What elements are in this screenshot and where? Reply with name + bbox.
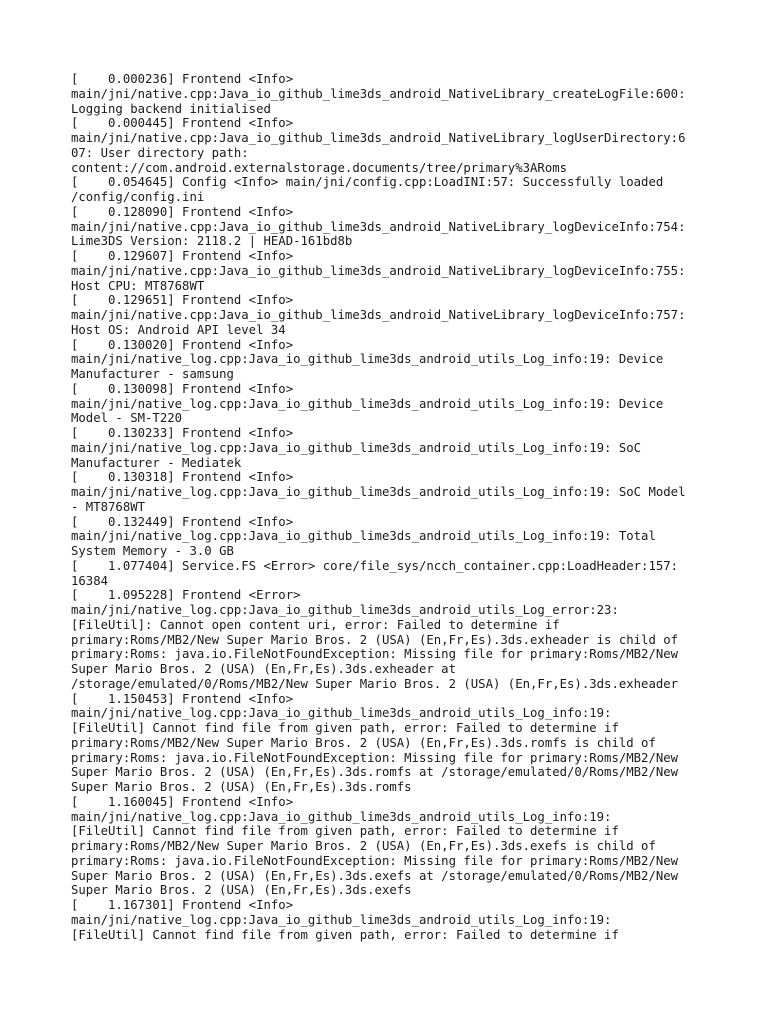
log-line: primary:Roms: java.io.FileNotFoundException: Missing file for primary:Roms/MB2/New xyxy=(71,750,679,765)
log-line: /config/config.ini xyxy=(71,190,205,204)
log-line: Manufacturer - samsung xyxy=(71,367,234,381)
log-line: Model - SM-T220 xyxy=(71,411,183,426)
log-line: System Memory - 3.0 GB xyxy=(71,544,234,558)
log-line: content://com.android.externalstorage.documents/tree/primary%3ARoms xyxy=(71,160,568,175)
log-line: [ 0.054645] Config <Info> main/jni/config.cpp:LoadINI:57: Successfully loaded xyxy=(71,175,664,190)
log-line: main/jni/native.cpp:Java_io_github_lime3ds_android_NativeLibrary_logDeviceInfo:755: xyxy=(71,263,686,278)
log-line: [FileUtil] Cannot find file from given path, error: Failed to determine if xyxy=(71,927,619,942)
log-document xyxy=(71,72,711,942)
log-line: main/jni/native_log.cpp:Java_io_github_lime3ds_android_utils_Log_info:19: xyxy=(71,706,612,721)
log-line: [ 0.130318] Frontend <Info> xyxy=(71,470,294,485)
log-line: [ 1.160045] Frontend <Info> xyxy=(71,794,294,809)
log-line: main/jni/native_log.cpp:Java_io_github_lime3ds_android_utils_Log_info:19: Device xyxy=(71,396,664,411)
log-line: Logging backend initialised xyxy=(71,101,271,116)
log-line: - MT8768WT xyxy=(71,499,146,514)
log-line: primary:Roms/MB2/New Super Mario Bros. 2 (USA) (En,Fr,Es).3ds.exefs is child of xyxy=(71,839,656,853)
log-line: Super Mario Bros. 2 (USA) (En,Fr,Es).3ds.exefs at /storage/emulated/0/Roms/MB2/New xyxy=(71,868,679,883)
log-line: main/jni/native_log.cpp:Java_io_github_lime3ds_android_utils_Log_error:23: xyxy=(71,603,619,617)
log-line: [ 1.150453] Frontend <Info> xyxy=(71,691,294,706)
log-line: [ 0.130233] Frontend <Info> xyxy=(71,426,294,440)
log-line: primary:Roms: java.io.FileNotFoundException: Missing file for primary:Roms/MB2/New xyxy=(71,853,679,868)
log-line: Super Mario Bros. 2 (USA) (En,Fr,Es).3ds.exheader at xyxy=(71,662,456,676)
log-line: [FileUtil]: Cannot open content uri, error: Failed to determine if xyxy=(71,617,560,632)
log-line: [ 0.129651] Frontend <Info> xyxy=(71,293,294,308)
log-line: primary:Roms/MB2/New Super Mario Bros. 2 (USA) (En,Fr,Es).3ds.romfs is child of xyxy=(71,735,656,750)
log-line: [ 0.130020] Frontend <Info> xyxy=(71,337,294,352)
log-line: main/jni/native_log.cpp:Java_io_github_lime3ds_android_utils_Log_info:19: SoC xyxy=(71,440,642,455)
log-line: main/jni/native_log.cpp:Java_io_github_lime3ds_android_utils_Log_info:19: xyxy=(71,912,612,927)
log-line: 07: User directory path: xyxy=(71,145,249,160)
log-line: main/jni/native.cpp:Java_io_github_lime3ds_android_NativeLibrary_logUserDirectory:6 xyxy=(71,131,686,145)
log-line: Lime3DS Version: 2118.2 | HEAD-161bd8b xyxy=(71,234,353,249)
log-line: Manufacturer - Mediatek xyxy=(71,455,242,470)
log-line: [FileUtil] Cannot find file from given path, error: Failed to determine if xyxy=(71,721,619,735)
log-line: [ 1.077404] Service.FS <Error> core/file_sys/ncch_container.cpp:LoadHeader:157: xyxy=(71,558,679,573)
log-line: [ 1.095228] Frontend <Error> xyxy=(71,588,301,603)
log-line: main/jni/native_log.cpp:Java_io_github_lime3ds_android_utils_Log_info:19: xyxy=(71,809,612,824)
log-line: [ 0.000445] Frontend <Info> xyxy=(71,116,294,131)
log-line: main/jni/native_log.cpp:Java_io_github_lime3ds_android_utils_Log_info:19: Device xyxy=(71,352,664,367)
log-line: Host CPU: MT8768WT xyxy=(71,278,205,293)
log-line: [ 1.167301] Frontend <Info> xyxy=(71,898,294,912)
log-line: Super Mario Bros. 2 (USA) (En,Fr,Es).3ds.exefs xyxy=(71,883,412,898)
log-line: [ 0.000236] Frontend <Info> xyxy=(71,72,294,86)
log-line: Super Mario Bros. 2 (USA) (En,Fr,Es).3ds.romfs at /storage/emulated/0/Roms/MB2/New xyxy=(71,765,679,780)
log-line: [ 0.129607] Frontend <Info> xyxy=(71,249,294,263)
log-line: [ 0.128090] Frontend <Info> xyxy=(71,204,294,219)
log-line: primary:Roms/MB2/New Super Mario Bros. 2 (USA) (En,Fr,Es).3ds.exheader is child of xyxy=(71,632,679,647)
log-line: primary:Roms: java.io.FileNotFoundException: Missing file for primary:Roms/MB2/New xyxy=(71,647,679,662)
log-line: 16384 xyxy=(71,573,109,588)
log-line: main/jni/native.cpp:Java_io_github_lime3ds_android_NativeLibrary_createLogFile:600: xyxy=(71,86,686,101)
log-line: Host OS: Android API level 34 xyxy=(71,322,286,337)
log-line: [ 0.130098] Frontend <Info> xyxy=(71,381,294,396)
log-line: /storage/emulated/0/Roms/MB2/New Super Mario Bros. 2 (USA) (En,Fr,Es).3ds.exheader xyxy=(71,676,679,691)
log-line: Super Mario Bros. 2 (USA) (En,Fr,Es).3ds.romfs xyxy=(71,780,412,794)
log-line: main/jni/native_log.cpp:Java_io_github_lime3ds_android_utils_Log_info:19: Total xyxy=(71,529,656,544)
log-line: main/jni/native_log.cpp:Java_io_github_lime3ds_android_utils_Log_info:19: SoC Model xyxy=(71,485,686,499)
log-line: [FileUtil] Cannot find file from given path, error: Failed to determine if xyxy=(71,824,619,839)
log-line: [ 0.132449] Frontend <Info> xyxy=(71,514,294,529)
log-line: main/jni/native.cpp:Java_io_github_lime3ds_android_NativeLibrary_logDeviceInfo:757: xyxy=(71,308,686,322)
log-line: main/jni/native.cpp:Java_io_github_lime3ds_android_NativeLibrary_logDeviceInfo:754: xyxy=(71,219,686,234)
